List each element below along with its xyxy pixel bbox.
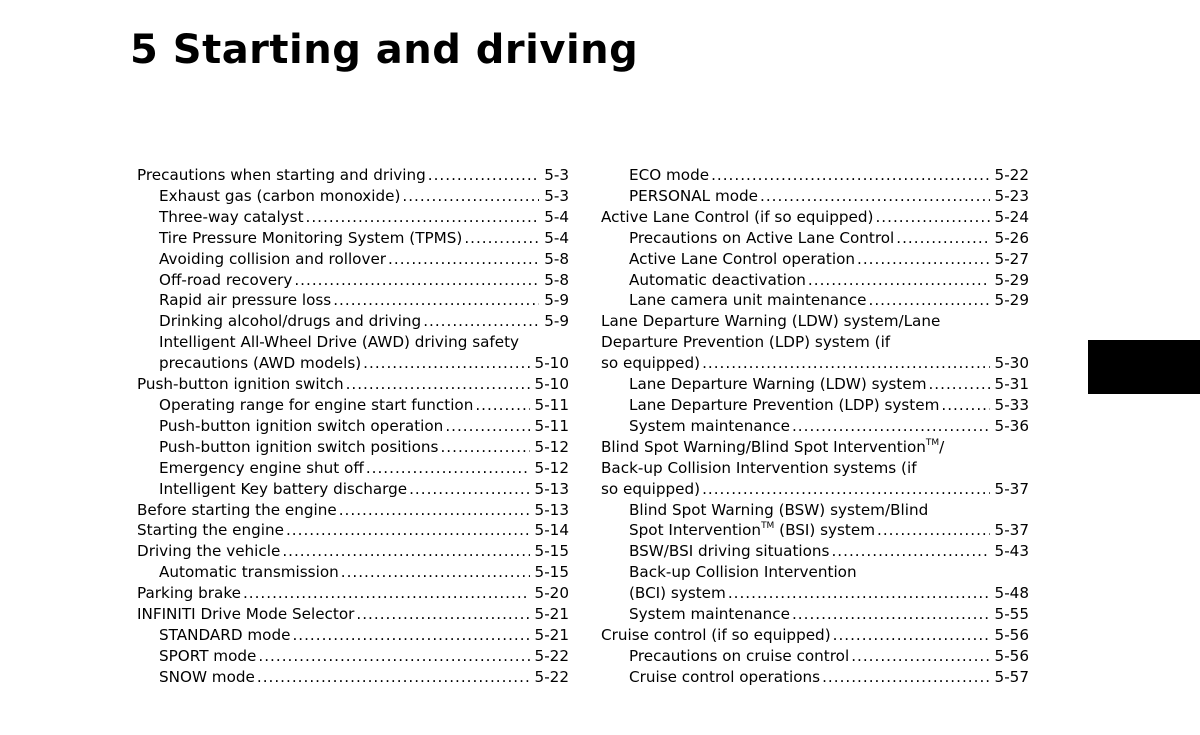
toc-page-number: 5-26 <box>994 228 1029 247</box>
toc-entry-line <box>629 541 1029 562</box>
toc-entry[interactable] <box>137 416 569 437</box>
toc-page-number: 5-3 <box>544 166 569 184</box>
dot-leader <box>941 395 989 416</box>
toc-entry-title: Lane camera unit maintenance <box>629 291 867 310</box>
toc-entry-title: Precautions on cruise control <box>629 646 850 665</box>
toc-entry-line <box>629 395 1029 416</box>
toc-entry[interactable] <box>137 562 569 583</box>
toc-entry-title: Cruise control operations <box>629 667 821 686</box>
toc-entry-line <box>159 311 569 332</box>
toc-entry[interactable] <box>137 207 569 228</box>
chapter-title: 5 Starting and driving <box>130 27 639 73</box>
toc-entry-line <box>137 500 569 521</box>
dot-leader <box>257 667 530 688</box>
dot-leader <box>702 479 989 500</box>
toc-entry[interactable] <box>137 186 569 207</box>
toc-entry-line <box>629 646 1029 667</box>
toc-page-number: 5-37 <box>994 479 1029 498</box>
dot-leader <box>875 207 989 228</box>
toc-entry-line <box>137 520 569 541</box>
toc-page-number: 5-55 <box>994 605 1029 624</box>
toc-page-number: 5-21 <box>534 625 569 644</box>
toc-entry[interactable] <box>137 458 569 479</box>
toc-entry[interactable] <box>137 228 569 249</box>
toc-entry-line <box>159 353 569 374</box>
toc-page-number: 5-22 <box>994 166 1029 184</box>
toc-entry-title-line: Intelligent All-Wheel Drive (AWD) driving safety <box>159 333 520 352</box>
toc-page-number: 5-10 <box>534 375 569 394</box>
toc-entry[interactable] <box>601 228 1029 249</box>
toc-entry-title-line: Lane Departure Warning (LDW) system/Lane <box>601 312 941 331</box>
dot-leader <box>440 437 529 458</box>
toc-page-number: 5-14 <box>534 521 569 540</box>
toc-entry-line <box>629 604 1029 625</box>
toc-entry-line <box>629 186 1029 207</box>
toc-entry-line <box>159 437 569 458</box>
dot-leader <box>258 646 529 667</box>
toc-entry[interactable] <box>601 207 1029 228</box>
toc-entry[interactable] <box>601 541 1029 562</box>
dot-leader <box>341 562 530 583</box>
toc-entry-title: Automatic transmission <box>159 563 339 582</box>
dot-leader <box>792 604 990 625</box>
toc-entry-line <box>137 165 569 186</box>
dot-leader <box>445 416 529 437</box>
toc-page-number: 5-29 <box>994 291 1029 310</box>
toc-entry-line <box>159 562 569 583</box>
toc-entry-line <box>159 479 569 500</box>
toc-entry-title-line: Blind Spot Warning/Blind Spot Intervention™/ <box>601 437 945 456</box>
toc-entry[interactable] <box>601 437 1029 500</box>
toc-page-number: 5-15 <box>534 542 569 561</box>
toc-entry-line <box>629 374 1029 395</box>
toc-entry-title: Automatic deactivation <box>629 270 806 289</box>
dot-leader <box>822 667 989 688</box>
toc-page-number: 5-30 <box>994 354 1029 373</box>
toc-entry[interactable] <box>137 583 569 604</box>
toc-entry[interactable] <box>137 311 569 332</box>
toc-entry-title: BSW/BSI driving situations <box>629 542 830 561</box>
toc-entry-title: Precautions when starting and driving <box>137 166 426 184</box>
toc-column-right <box>601 165 1029 688</box>
toc-page-number: 5-8 <box>544 249 569 268</box>
toc-page-number: 5-13 <box>534 479 569 498</box>
toc-entry-line <box>629 249 1029 270</box>
toc-entry-title: Exhaust gas (carbon monoxide) <box>159 186 401 205</box>
toc-page-number: 5-43 <box>994 542 1029 561</box>
toc-entry[interactable] <box>601 667 1029 688</box>
toc-entry-line <box>629 165 1029 186</box>
toc-entry[interactable] <box>137 332 569 374</box>
toc-entry-title-line: Back-up Collision Intervention systems (if <box>601 458 917 477</box>
toc-entry-line <box>629 290 1029 311</box>
toc-entry-line <box>159 186 569 207</box>
toc-entry[interactable] <box>137 541 569 562</box>
toc-entry-title: ECO mode <box>629 166 710 184</box>
toc-entry[interactable] <box>601 416 1029 437</box>
toc-page-number: 5-33 <box>994 395 1029 414</box>
dot-leader <box>808 270 990 291</box>
toc-entry-title: System maintenance <box>629 416 790 435</box>
toc-entry-line <box>159 395 569 416</box>
toc-entry-title: Push-button ignition switch operation <box>159 416 444 435</box>
toc-entry-line <box>159 249 569 270</box>
toc-entry-line <box>159 416 569 437</box>
toc-entry-line <box>629 520 1029 541</box>
toc-entry-title: precautions (AWD models) <box>159 354 362 373</box>
toc-entry-title: Tire Pressure Monitoring System (TPMS) <box>159 228 463 247</box>
toc-entry-title: (BCI) system <box>629 584 726 603</box>
toc-entry[interactable] <box>137 625 569 646</box>
toc-entry-title: Parking brake <box>137 584 241 603</box>
toc-entry[interactable] <box>137 437 569 458</box>
dot-leader <box>702 353 989 374</box>
toc-entry-line <box>601 207 1029 228</box>
toc-page-number: 5-10 <box>534 354 569 373</box>
toc-entry[interactable] <box>601 625 1029 646</box>
toc-entry[interactable] <box>601 395 1029 416</box>
toc-page-number: 5-4 <box>544 207 569 226</box>
toc-entry[interactable] <box>137 290 569 311</box>
toc-entry[interactable] <box>137 165 569 186</box>
toc-entry[interactable] <box>601 165 1029 186</box>
dot-leader <box>896 228 989 249</box>
toc-entry-line <box>159 646 569 667</box>
toc-entry[interactable] <box>137 479 569 500</box>
toc-entry-title: PERSONAL mode <box>629 186 759 205</box>
dot-leader <box>869 290 990 311</box>
dot-leader <box>409 479 529 500</box>
toc-entry-title: System maintenance <box>629 605 790 624</box>
dot-leader <box>366 458 530 479</box>
toc-entry-title: Spot Intervention™ (BSI) system <box>629 521 876 540</box>
toc-entry-title: Starting the engine <box>137 521 284 540</box>
toc-entry-title: Driving the vehicle <box>137 542 281 561</box>
dot-leader <box>475 395 529 416</box>
toc-page-number: 5-12 <box>534 458 569 477</box>
toc-page-number: 5-23 <box>994 186 1029 205</box>
dot-leader <box>333 290 539 311</box>
toc-entry-title: Emergency engine shut off <box>159 458 364 477</box>
dot-leader <box>831 541 989 562</box>
dot-leader <box>728 583 990 604</box>
toc-entry-title: Before starting the engine <box>137 500 337 519</box>
toc-page-number: 5-22 <box>534 667 569 686</box>
dot-leader <box>877 520 990 541</box>
toc-entry[interactable] <box>601 311 1029 374</box>
dot-leader <box>346 374 530 395</box>
toc-entry[interactable] <box>601 374 1029 395</box>
toc-page-number: 5-22 <box>534 646 569 665</box>
toc-page-number: 5-15 <box>534 563 569 582</box>
toc-entry-title: so equipped) <box>601 479 701 498</box>
toc-entry-line <box>159 228 569 249</box>
dot-leader <box>402 186 539 207</box>
dot-leader <box>306 207 540 228</box>
toc-page-number: 5-4 <box>544 228 569 247</box>
toc-page-number: 5-11 <box>534 395 569 414</box>
toc-page-number: 5-13 <box>534 500 569 519</box>
dot-leader <box>464 228 539 249</box>
dot-leader <box>363 353 529 374</box>
toc-entry-title: Three-way catalyst <box>159 207 304 226</box>
toc-entry-title-line: Back-up Collision Intervention <box>629 563 857 582</box>
toc-entry-line <box>159 270 569 291</box>
toc-page-number: 5-56 <box>994 625 1029 644</box>
toc-entry-line <box>601 625 1029 646</box>
dot-leader <box>428 165 539 186</box>
dot-leader <box>294 270 539 291</box>
toc-entry[interactable] <box>601 270 1029 291</box>
toc-page-number: 5-11 <box>534 416 569 435</box>
toc-entry-title: Push-button ignition switch positions <box>159 437 439 456</box>
toc-page-number: 5-57 <box>994 667 1029 686</box>
toc-page-number: 5-48 <box>994 584 1029 603</box>
toc-entry-title-line: Blind Spot Warning (BSW) system/Blind <box>629 500 929 519</box>
toc-page-number: 5-8 <box>544 270 569 289</box>
toc-entry-line <box>159 207 569 228</box>
toc-entry[interactable] <box>137 646 569 667</box>
toc-entry-title: Rapid air pressure loss <box>159 291 332 310</box>
toc-entry-title: Intelligent Key battery discharge <box>159 479 408 498</box>
toc-entry-title: INFINITI Drive Mode Selector <box>137 605 355 624</box>
toc-entry[interactable] <box>137 667 569 688</box>
toc-entry-title-line: Departure Prevention (LDP) system (if <box>601 333 891 352</box>
dot-leader <box>851 646 989 667</box>
toc-entry-line <box>629 228 1029 249</box>
toc-entry-line <box>629 416 1029 437</box>
toc-entry[interactable] <box>601 500 1029 542</box>
dot-leader <box>388 249 539 270</box>
toc-entry-title: SPORT mode <box>159 646 257 665</box>
toc-page-number: 5-12 <box>534 437 569 456</box>
toc-entry-title: Cruise control (if so equipped) <box>601 625 831 644</box>
dot-leader <box>792 416 990 437</box>
toc-page-number: 5-36 <box>994 416 1029 435</box>
toc-entry[interactable] <box>137 520 569 541</box>
toc-entry-line <box>601 479 1029 500</box>
toc-entry[interactable] <box>601 646 1029 667</box>
toc-entry-line <box>159 458 569 479</box>
toc-entry-title: Lane Departure Warning (LDW) system <box>629 375 927 394</box>
toc-entry-line <box>159 667 569 688</box>
toc-entry-line <box>137 583 569 604</box>
toc-entry-line <box>629 583 1029 604</box>
toc-entry-line <box>137 541 569 562</box>
toc-entry-title: STANDARD mode <box>159 625 291 644</box>
toc-entry-line <box>159 625 569 646</box>
toc-entry-title: SNOW mode <box>159 667 255 686</box>
toc-page-number: 5-9 <box>544 312 569 331</box>
toc-page-number: 5-9 <box>544 291 569 310</box>
toc-entry-title: Off-road recovery <box>159 270 293 289</box>
toc-entry-line <box>601 353 1029 374</box>
toc-entry-line <box>629 270 1029 291</box>
dot-leader <box>928 374 989 395</box>
dot-leader <box>292 625 529 646</box>
dot-leader <box>339 500 530 521</box>
toc-entry-title: Operating range for engine start function <box>159 395 474 414</box>
toc-entry[interactable] <box>137 395 569 416</box>
toc-entry[interactable] <box>137 500 569 521</box>
dot-leader <box>760 186 990 207</box>
toc-entry-title: so equipped) <box>601 354 701 373</box>
dot-leader <box>356 604 529 625</box>
toc-column-left <box>137 165 569 688</box>
toc-page-number: 5-27 <box>994 249 1029 268</box>
dot-leader <box>711 165 989 186</box>
toc-page-number: 5-20 <box>534 584 569 603</box>
toc-entry-line <box>137 604 569 625</box>
toc-page-number: 5-29 <box>994 270 1029 289</box>
dot-leader <box>423 311 539 332</box>
toc-page-number: 5-21 <box>534 605 569 624</box>
toc-entry[interactable] <box>601 186 1029 207</box>
dot-leader <box>286 520 530 541</box>
toc-page-number: 5-31 <box>994 375 1029 394</box>
toc-entry[interactable] <box>601 290 1029 311</box>
dot-leader <box>833 625 990 646</box>
toc-page-number: 5-3 <box>544 186 569 205</box>
toc-page-number: 5-37 <box>994 521 1029 540</box>
toc-entry-line <box>629 667 1029 688</box>
toc-entry[interactable] <box>137 604 569 625</box>
toc-entry-title: Active Lane Control (if so equipped) <box>601 207 874 226</box>
chapter-edge-tab <box>1088 340 1200 394</box>
dot-leader <box>282 541 529 562</box>
toc-entry-title: Precautions on Active Lane Control <box>629 228 895 247</box>
toc-entry-title: Active Lane Control operation <box>629 249 856 268</box>
toc-entry-title: Push-button ignition switch <box>137 375 344 394</box>
toc-entry[interactable] <box>601 562 1029 604</box>
toc-page-number: 5-56 <box>994 646 1029 665</box>
dot-leader <box>857 249 990 270</box>
toc-entry[interactable] <box>137 270 569 291</box>
toc-entry[interactable] <box>137 249 569 270</box>
toc-entry-title: Avoiding collision and rollover <box>159 249 387 268</box>
toc-page-number: 5-24 <box>994 207 1029 226</box>
toc-entry[interactable] <box>601 249 1029 270</box>
toc-entry[interactable] <box>137 374 569 395</box>
toc-entry[interactable] <box>601 604 1029 625</box>
dot-leader <box>243 583 530 604</box>
toc-entry-title: Lane Departure Prevention (LDP) system <box>629 395 940 414</box>
toc-entry-line <box>159 290 569 311</box>
toc-entry-line <box>137 374 569 395</box>
toc-entry-title: Drinking alcohol/drugs and driving <box>159 312 422 331</box>
